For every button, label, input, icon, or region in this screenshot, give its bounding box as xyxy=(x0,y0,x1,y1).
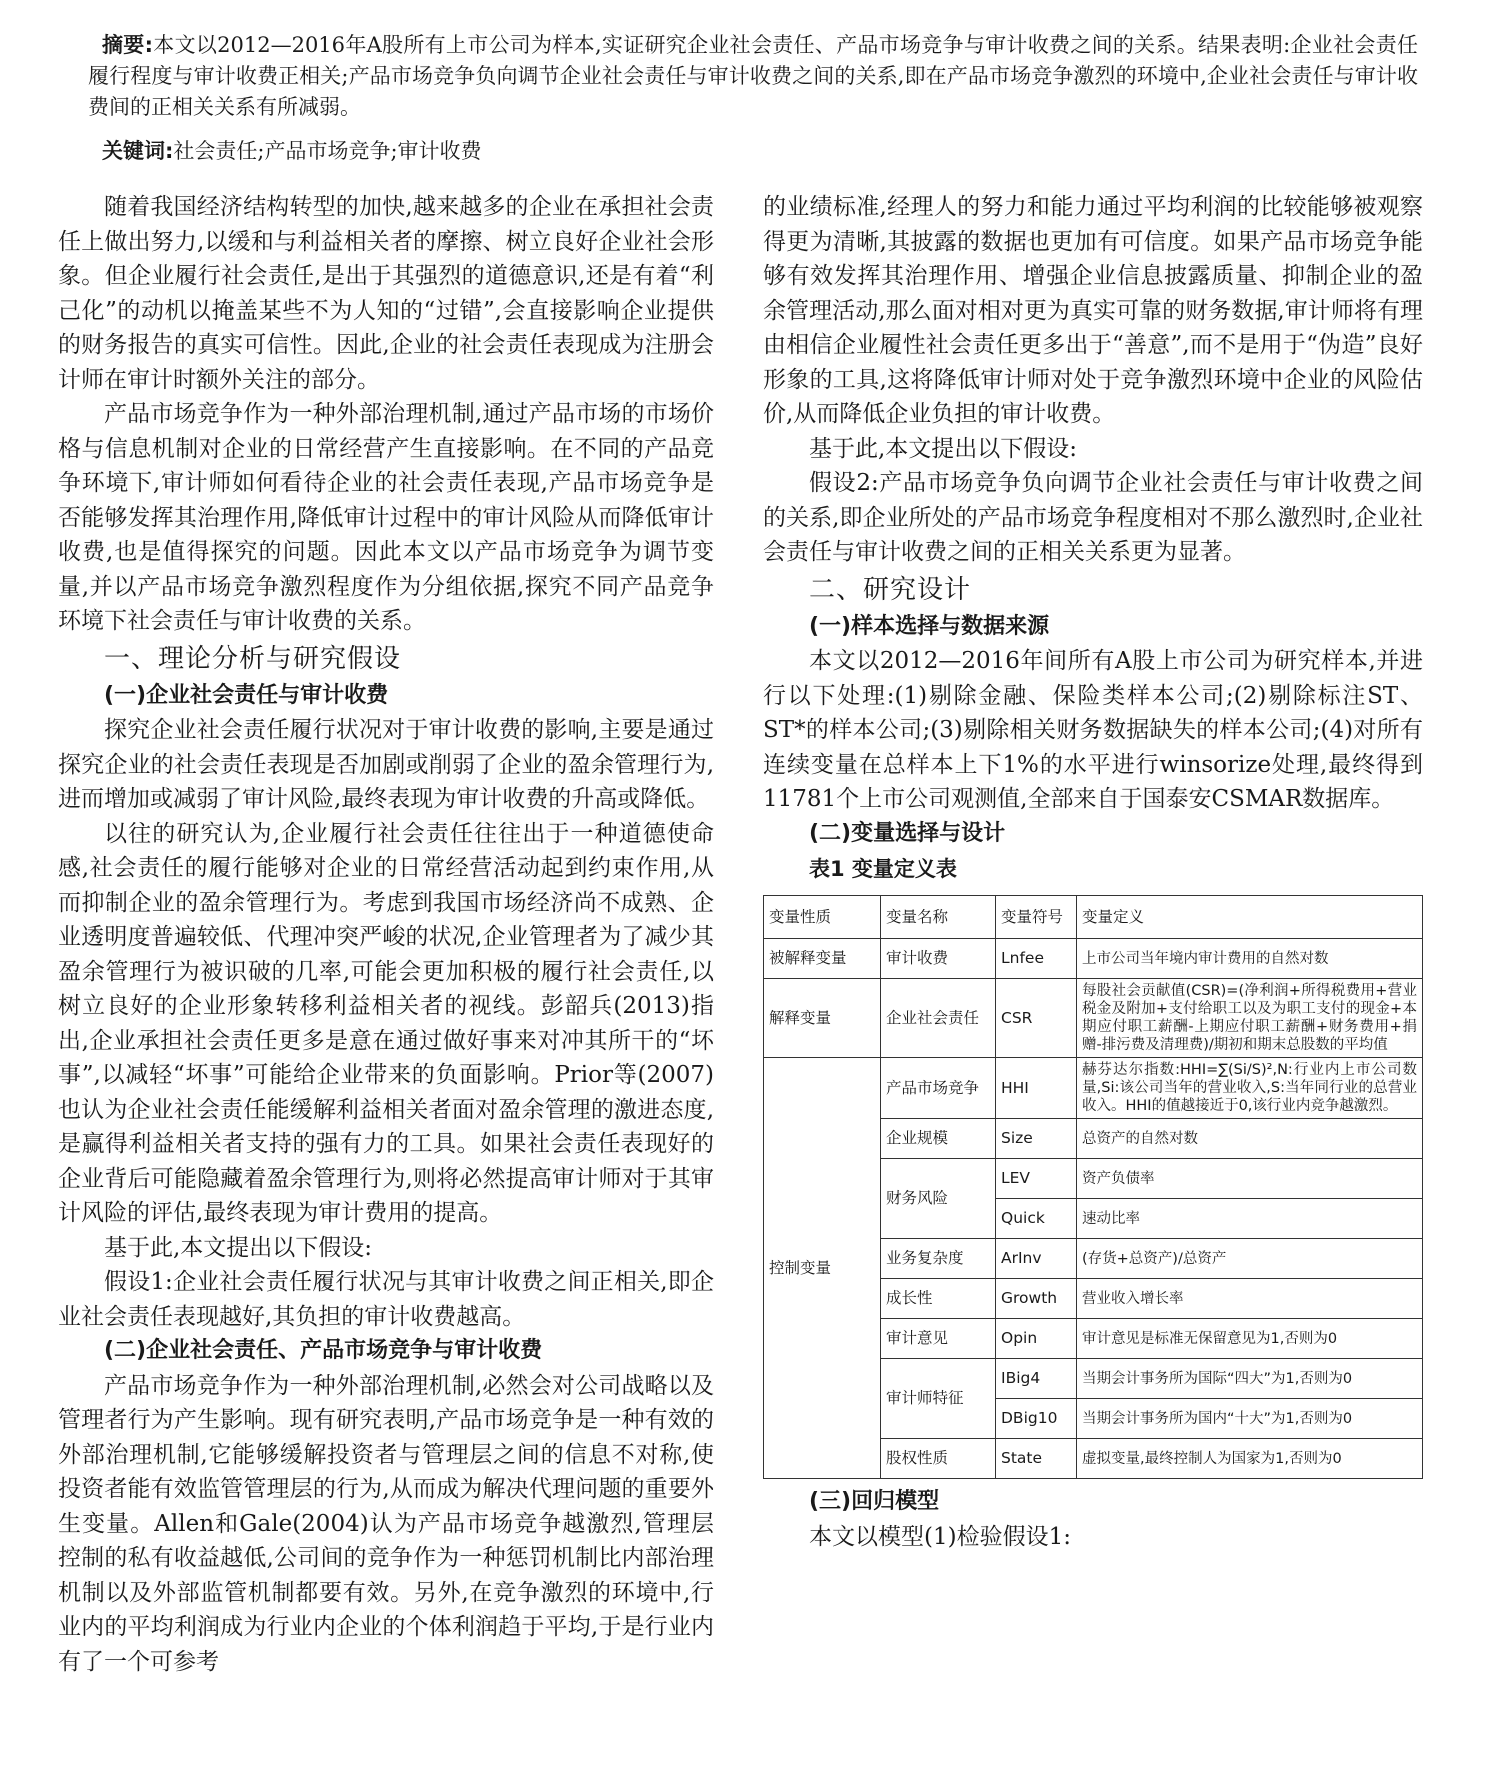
hypothesis-1: 假设1:企业社会责任履行状况与其审计收费之间正相关,即企业社会责任表现越好,其负担的审计收费越高。 xyxy=(58,1269,714,1330)
table-cell: 财务风险 xyxy=(881,1159,996,1239)
paragraph: 以往的研究认为,企业履行社会责任往往出于一种道德使命感,社会责任的履行能够对企业的日常经营活动起到约束作用,从而抑制企业的盈余管理行为。考虑到我国市场经济尚不成熟、企业透明度普遍较低、代理冲突严峻的状况,企业管理者为了减少其盈余管理行为被识破的几率,可能会更加积极的履行社会责任,以树立良好的企业形象转移利益相关者的视线。彭韶兵(2013)指出,企业承担社会责任更多是意在通过做好事来对冲其所干的“坏事”,以减轻“坏事”可能给企业带来的负面影响。Prior等(2007)也认为企业社会责任能缓解利益相关者面对盈余管理的激进态度,是赢得利益相关者支持的强有力的工具。如果社会责任表现好的企业背后可能隐藏着盈余管理行为,则将必然提高审计师对于其审计风险的评估,最终表现为审计费用的提高。 xyxy=(58,820,714,1226)
table-cell: 产品市场竞争 xyxy=(881,1058,996,1119)
table-row xyxy=(764,939,1423,979)
subsection-heading: (二)变量选择与设计 xyxy=(809,820,1006,846)
table-cell: 股权性质 xyxy=(881,1439,996,1479)
table-cell: 控制变量 xyxy=(764,1058,881,1479)
table-cell: 每股社会贡献值(CSR)=(净利润+所得税费用+营业税金及附加+支付给职工以及为职工支付的现金+本期应付职工薪酬-上期应付职工薪酬+财务费用+捐赠-排污费及清理费)/期初和期末总股数的平均值 xyxy=(1077,979,1423,1058)
table-cell: 当期会计事务所为国内“十大”为1,否则为0 xyxy=(1077,1399,1423,1439)
paragraph: 探究企业社会责任履行状况对于审计收费的影响,主要是通过探究企业的社会责任表现是否加剧或削弱了企业的盈余管理行为,进而增加或减弱了审计风险,最终表现为审计收费的升高或降低。 xyxy=(58,717,714,812)
table-cell: IBig4 xyxy=(996,1359,1077,1399)
variable-definition-table xyxy=(763,895,1423,1479)
table-cell: Size xyxy=(996,1119,1077,1159)
paragraph: 本文以2012—2016年间所有A股上市公司为研究样本,并进行以下处理:(1)剔除金融、保险类样本公司;(2)剔除标注ST、ST*的样本公司;(3)剔除相关财务数据缺失的样本公司;(4)对所有连续变量在总样本上下1%的水平进行winsorize处理,最终得到11781个上市公司观测值,全部来自于国泰安CSMAR数据库。 xyxy=(763,648,1423,812)
keywords xyxy=(102,136,482,167)
section-heading: 一、理论分析与研究假设 xyxy=(104,643,402,674)
table-cell: Opin xyxy=(996,1319,1077,1359)
table-cell: ArInv xyxy=(996,1239,1077,1279)
paragraph: 产品市场竞争作为一种外部治理机制,通过产品市场的市场价格与信息机制对企业的日常经营产生直接影响。在不同的产品竞争环境下,审计师如何看待企业的社会责任表现,产品市场竞争是否能够发挥其治理作用,降低审计过程中的审计风险从而降低审计收费,也是值得探究的问题。因此本文以产品市场竞争为调节变量,并以产品市场竞争激烈程度作为分组依据,探究不同产品竞争环境下社会责任与审计收费的关系。 xyxy=(58,401,714,634)
paragraph: 随着我国经济结构转型的加快,越来越多的企业在承担社会责任上做出努力,以缓和与利益相关者的摩擦、树立良好企业社会形象。但企业履行社会责任,是出于其强烈的道德意识,还是有着“利己化”的动机以掩盖某些不为人知的“过错”,会直接影响企业提供的财务报告的真实可信性。因此,企业的社会责任表现成为注册会计师在审计时额外关注的部分。 xyxy=(58,194,714,393)
abstract-text: 本文以2012—2016年A股所有上市公司为样本,实证研究企业社会责任、产品市场竞争与审计收费之间的关系。结果表明:企业社会责任履行程度与审计收费正相关;产品市场竞争负向调节企业社会责任与审计收费之间的关系,即在产品市场竞争激烈的环境中,企业社会责任与审计收费间的正相关关系有所减弱。 xyxy=(88,33,1418,119)
table-header-cell: 变量性质 xyxy=(764,896,881,939)
paragraph: 基于此,本文提出以下假设: xyxy=(104,1234,373,1261)
table-cell: 赫芬达尔指数:HHI=∑(Si/S)²,N:行业内上市公司数量,Si:该公司当年的营业收入,S:当年同行业的总营业收入。HHI的值越接近于0,该行业内竞争越激烈。 xyxy=(1077,1058,1423,1119)
table-cell: 审计意见 xyxy=(881,1319,996,1359)
table-cell: 审计意见是标准无保留意见为1,否则为0 xyxy=(1077,1319,1423,1359)
table-cell: 企业规模 xyxy=(881,1119,996,1159)
table-cell: Quick xyxy=(996,1199,1077,1239)
table-header-cell: 变量名称 xyxy=(881,896,996,939)
table-cell: 速动比率 xyxy=(1077,1199,1423,1239)
table-cell: 业务复杂度 xyxy=(881,1239,996,1279)
paragraph: 产品市场竞争作为一种外部治理机制,必然会对公司战略以及管理者行为产生影响。现有研究表明,产品市场竞争是一种有效的外部治理机制,它能够缓解投资者与管理层之间的信息不对称,使投资者能有效监管管理层的行为,从而成为解决代理问题的重要外生变量。Allen和Gale(2004)认为产品市场竞争越激烈,管理层控制的私有收益越低,公司间的竞争作为一种惩罚机制比内部治理机制以及外部监管机制都要有效。另外,在竞争激烈的环境中,行业内的平均利润成为行业内企业的个体利润趋于平均,于是行业内有了一个可参考 xyxy=(58,1372,714,1675)
keywords-label: 关键词: xyxy=(102,139,174,163)
table-cell: DBig10 xyxy=(996,1399,1077,1439)
right-column xyxy=(763,190,1423,1554)
table-row xyxy=(764,979,1423,1058)
table-cell: 营业收入增长率 xyxy=(1077,1279,1423,1319)
table-cell: 总资产的自然对数 xyxy=(1077,1119,1423,1159)
table-cell: 资产负债率 xyxy=(1077,1159,1423,1199)
table-cell: 被解释变量 xyxy=(764,939,881,979)
left-column xyxy=(58,190,714,1679)
table-cell: 上市公司当年境内审计费用的自然对数 xyxy=(1077,939,1423,979)
table-header-cell: 变量定义 xyxy=(1077,896,1423,939)
table-caption: 表1 变量定义表 xyxy=(809,857,957,881)
subsection-heading: (一)样本选择与数据来源 xyxy=(809,613,1050,639)
table-header-cell: 变量符号 xyxy=(996,896,1077,939)
table-cell: 当期会计事务所为国际“四大”为1,否则为0 xyxy=(1077,1359,1423,1399)
section-heading: 二、研究设计 xyxy=(809,574,972,605)
paragraph: 的业绩标准,经理人的努力和能力通过平均利润的比较能够被观察得更为清晰,其披露的数据也更加有可信度。如果产品市场竞争能够有效发挥其治理作用、增强企业信息披露质量、抑制企业的盈余管理活动,那么面对相对更为真实可靠的财务数据,审计师将有理由相信企业履性社会责任更多出于“善意”,而不是用于“伪造”良好形象的工具,这将降低审计师对处于竞争激烈环境中企业的风险估价,从而降低企业负担的审计收费。 xyxy=(763,194,1423,427)
subsection-heading: (一)企业社会责任与审计收费 xyxy=(104,682,389,708)
paragraph: 本文以模型(1)检验假设1: xyxy=(809,1523,1071,1550)
table-cell: 成长性 xyxy=(881,1279,996,1319)
hypothesis-2: 假设2:产品市场竞争负向调节企业社会责任与审计收费之间的关系,即企业所处的产品市场竞争程度相对不那么激烈时,企业社会责任与审计收费之间的正相关关系更为显著。 xyxy=(763,470,1423,565)
abstract xyxy=(88,30,1418,123)
table-cell: 审计师特征 xyxy=(881,1359,996,1439)
table-cell: 解释变量 xyxy=(764,979,881,1058)
table-row xyxy=(764,1058,1423,1119)
table-cell: 虚拟变量,最终控制人为国家为1,否则为0 xyxy=(1077,1439,1423,1479)
table-cell: 企业社会责任 xyxy=(881,979,996,1058)
table-cell: LEV xyxy=(996,1159,1077,1199)
table-cell: Lnfee xyxy=(996,939,1077,979)
table-cell: 审计收费 xyxy=(881,939,996,979)
paragraph: 基于此,本文提出以下假设: xyxy=(809,435,1078,462)
table-cell: Growth xyxy=(996,1279,1077,1319)
subsection-heading: (三)回归模型 xyxy=(809,1489,940,1514)
table-cell: HHI xyxy=(996,1058,1077,1119)
abstract-label: 摘要: xyxy=(102,33,153,57)
subsection-heading: (二)企业社会责任、产品市场竞争与审计收费 xyxy=(104,1338,543,1363)
table-cell: State xyxy=(996,1439,1077,1479)
table-cell: CSR xyxy=(996,979,1077,1058)
table-header-row xyxy=(764,896,1423,939)
table-cell: (存货+总资产)/总资产 xyxy=(1077,1239,1423,1279)
keywords-text: 社会责任;产品市场竞争;审计收费 xyxy=(173,139,482,163)
